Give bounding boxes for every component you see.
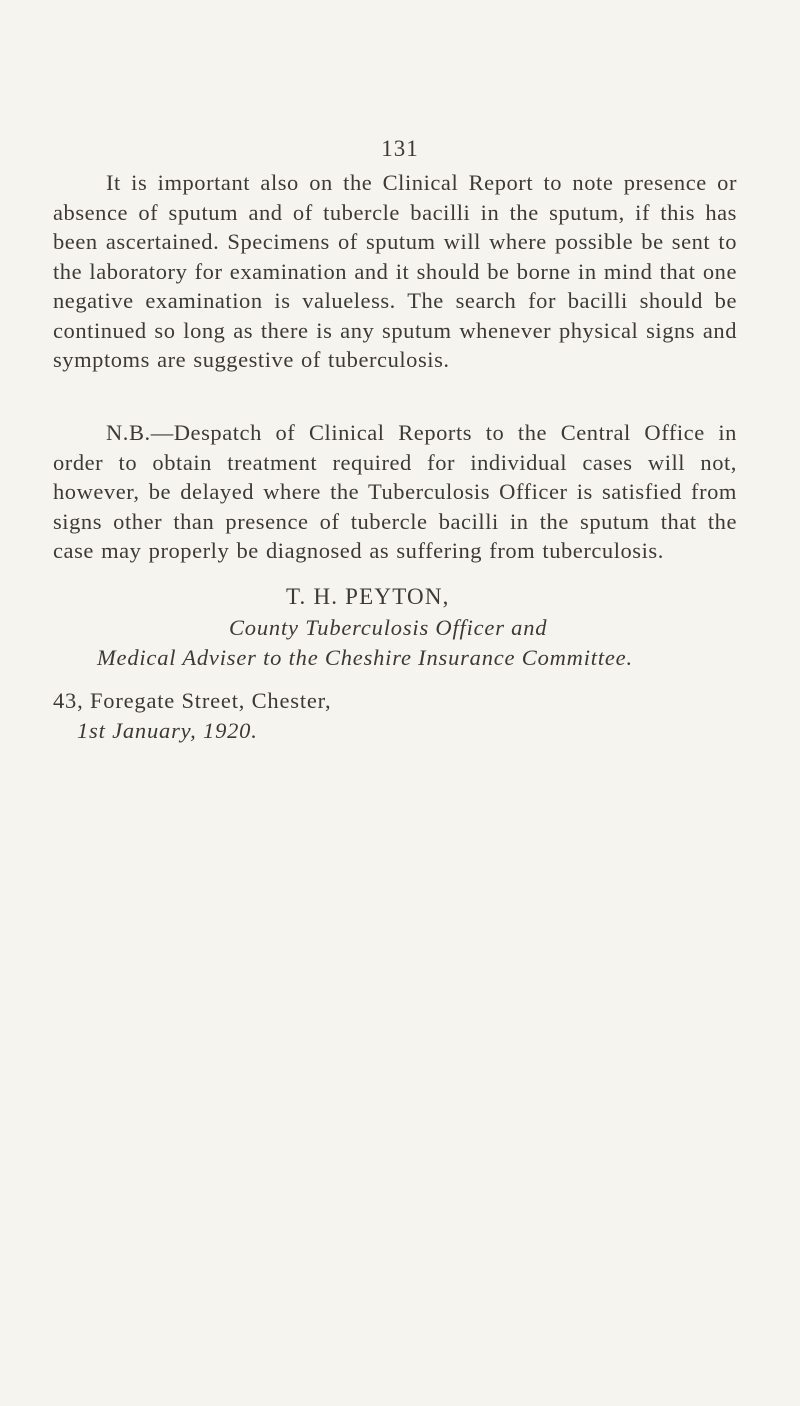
signatory-name: T. H. PEYTON, bbox=[286, 584, 450, 609]
paragraph-sputum-report: It is important also on the Clinical Report to note presence or absence of sputum and of tubercle bacilli in the sputum, if this has been ascertained. Specimens of sputum will where possible be sent to the laboratory for examination and it should be borne in mind that one negative examination is valueless. The search for bacilli should be continued so long as there is any sputum whenever physical signs and symptoms are suggestive of tuberculosis. bbox=[53, 170, 737, 372]
address: 43, Foregate Street, Chester, bbox=[53, 688, 332, 713]
signatory-title-line-2: Medical Adviser to the Cheshire Insurance Committee. bbox=[97, 645, 633, 670]
paragraph-nota-bene: N.B.—Despatch of Clinical Reports to the Central Office in order to obtain treatment required for individual cases will not, however, be delayed where the Tuberculosis Officer is satisfied from signs other than presence of tubercle bacilli in the sputum that the case may properly be diagnosed as suffering from tuberculosis. bbox=[53, 420, 737, 563]
page-number: 131 bbox=[381, 136, 419, 161]
signatory-title-line-1: County Tuberculosis Officer and bbox=[229, 615, 548, 640]
date: 1st January, 1920. bbox=[77, 718, 258, 743]
